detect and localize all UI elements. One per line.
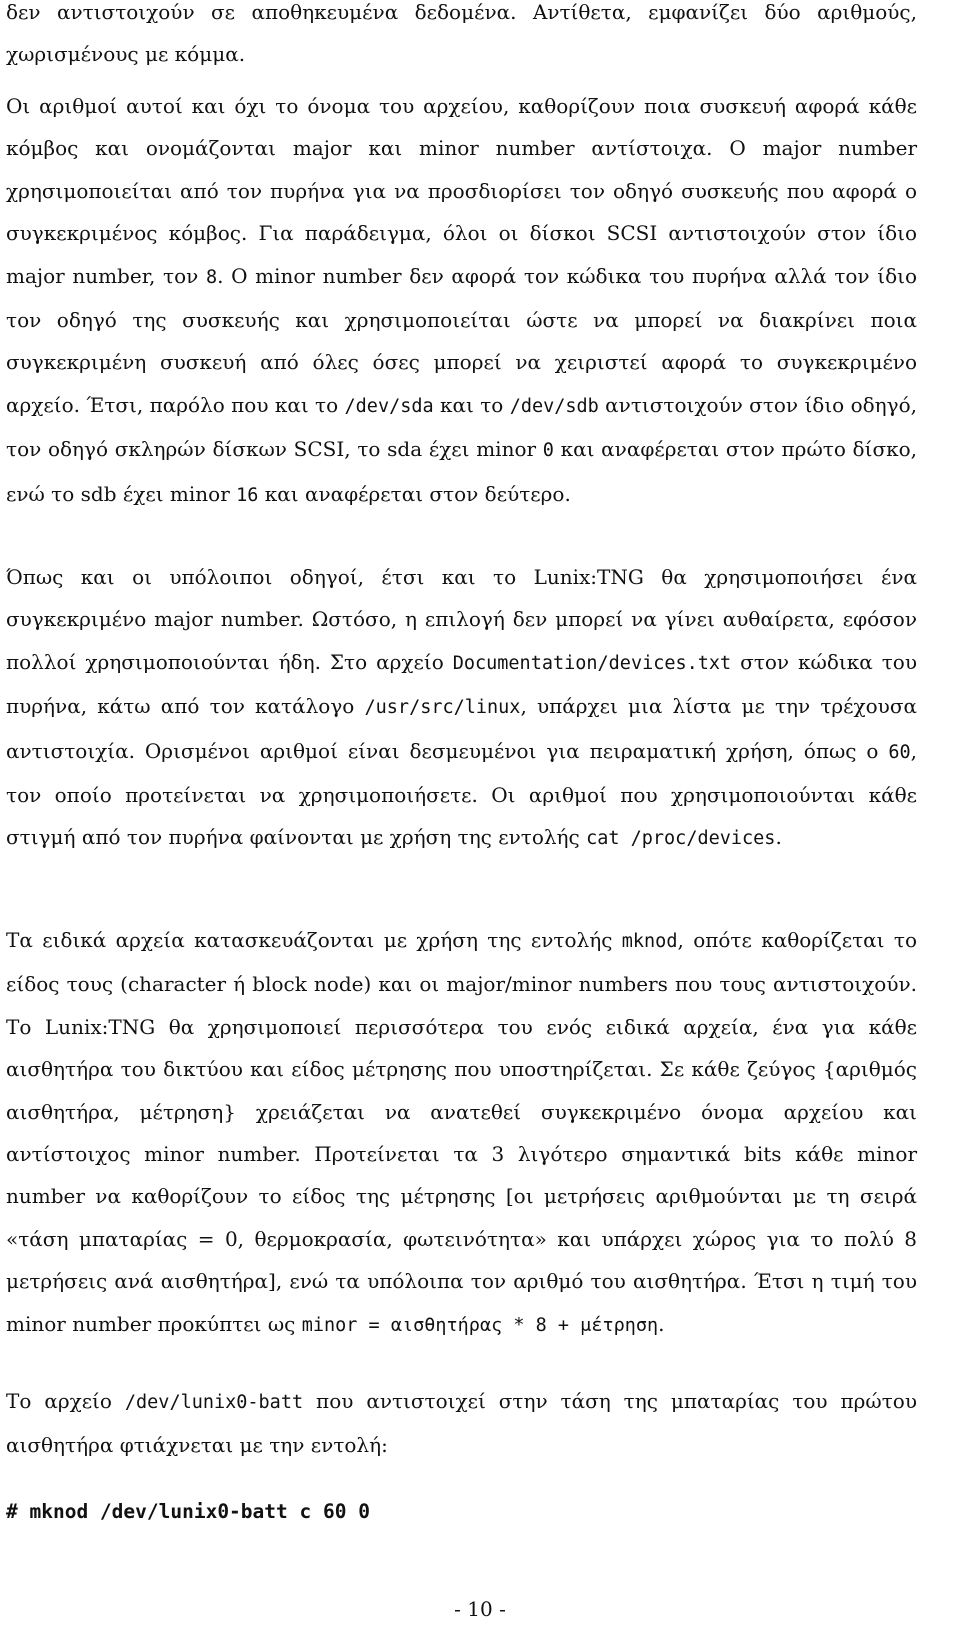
inline-code: /dev/sda [344,395,434,417]
paragraph-text: αντιστοιχούν στον ίδιο οδηγό, τον οδηγό σκληρών δίσκων SCSI, το sda έχει minor [6,392,917,462]
paragraph-text: . [775,825,782,850]
paragraph-text: Το αρχείο [6,1389,125,1413]
paragraph-text: Οι αριθμοί αυτοί και όχι το όνομα του αρχείου, καθορίζουν ποια συσκευή αφορά κάθε κόμβος και ονομάζονται major και minor number αντίστοιχα. Ο major number χρησιμοποιείται από τον πυρήνα για να προσδιορίσει τον οδηγό συσκευής που αφορά ο συγκεκριμένος κόμβος. Για παράδειγμα, όλοι οι δίσκοι SCSI αντιστοιχούν στον ίδιο major number, τον [6,94,917,288]
paragraph-text: Τα ειδικά αρχεία κατασκευάζονται με χρήση της εντολής [6,928,622,952]
inline-code: minor = αισθητήρας * 8 + μέτρηση [301,1314,659,1336]
paragraph [6,919,917,1347]
inline-code: 8 [205,266,218,288]
paragraph-text: . Ο minor number δεν αφορά τον κώδικα του πυρήνα αλλά τον ίδιο τον οδηγό της συσκευής και χρησιμοποιείται ώστε να μπορεί να διακρίνει ποια συγκεκριμένη συσκευή από όλες όσες μπορεί να χειριστεί αφορά το συγκεκριμένο αρχείο. Έτσι, παρόλο που και το [6,263,917,417]
paragraph-text: και το [433,392,510,417]
paragraph [6,85,917,517]
inline-code: 0 [542,440,554,462]
inline-code: 60 [888,741,911,763]
paragraph [6,0,917,76]
inline-code: 16 [236,484,259,506]
inline-code: /usr/src/linux [364,697,521,719]
paragraph-text: . [658,1311,665,1336]
paragraph-text: που αντιστοιχεί στην τάση της μπαταρίας του πρώτου αισθητήρα φτιάχνεται με την εντολή: [6,1389,917,1458]
paragraph-text: στον κώδικα του πυρήνα, κάτω από τον κατάλογο [6,649,917,719]
page-number: - 10 - [454,1597,506,1621]
paragraph-text: , οπότε καθορίζεται το είδος τους (character ή block node) και οι major/minor numbers που τους αντιστοιχούν. Το Lunix:TNG θα χρησιμοποιεί περισσότερα του ενός ειδικά αρχεία, ένα για κάθε αισθητήρα του δικτύου και είδος μέτρησης που υποστηρίζεται. Σε κάθε ζεύγος {αριθμός αισθητήρα, μέτρηση} χρειάζεται να ανατεθεί συγκεκριμένο όνομα αρχείου και αντίστοιχος minor number. Προτείνεται τα 3 λιγότερο σημαντικά bits κάθε minor number να καθορίζουν το είδος της μέτρησης [οι μετρήσεις αριθμούνται με τη σειρά «τάση μπαταρίας = 0, θερμοκρασία, φωτεινότητα» και υπάρχει χώρος για το πολύ 8 μετρήσεις ανά αισθητήρα], ενώ τα υπόλοιπα τον αριθμό του αισθητήρα. Έτσι η τιμή του minor number προκύπτει ως [6,928,917,1336]
inline-code: /dev/sdb [509,395,599,417]
command-line: # mknod /dev/lunix0-batt c 60 0 [6,1500,370,1523]
inline-code: /dev/lunix0-batt [124,1392,304,1413]
inline-code: mknod [621,931,678,952]
paragraph-text: και αναφέρεται στον δεύτερο. [258,481,571,506]
inline-code: cat /proc/devices [586,828,776,850]
paragraph-text: Όπως και οι υπόλοιποι οδηγοί, έτσι και το Lunix:TNG θα χρησιμοποιήσει ένα συγκεκριμένο major number. Ωστόσο, η επιλογή δεν μπορεί να γίνει αυθαίρετα, εφόσον πολλοί χρησιμοποιούνται ήδη. Στο αρχείο [6,565,917,674]
paragraph-text: , υπάρχει μια λίστα με την τρέχουσα αντιστοιχία. Ορισμένοι αριθμοί είναι δεσμευμένοι για πειραματική χρήση, όπως ο [6,694,917,763]
paragraph-text: , τον οποίο προτείνεται να χρησιμοποιήσετε. Οι αριθμοί που χρησιμοποιούνται κάθε στιγμή από τον πυρήνα φαίνονται με χρήση της εντολής [6,738,917,850]
paragraph [6,556,917,861]
inline-code: Documentation/devices.txt [452,652,732,674]
paragraph-text: δεν αντιστοιχούν σε αποθηκευμένα δεδομένα. Αντίθετα, εμφανίζει δύο αριθμούς, χωρισμένους με κόμμα. [6,0,917,67]
paragraph-text: και αναφέρεται στον πρώτο δίσκο, ενώ το sdb έχει minor [6,437,917,506]
paragraph [6,1380,917,1467]
